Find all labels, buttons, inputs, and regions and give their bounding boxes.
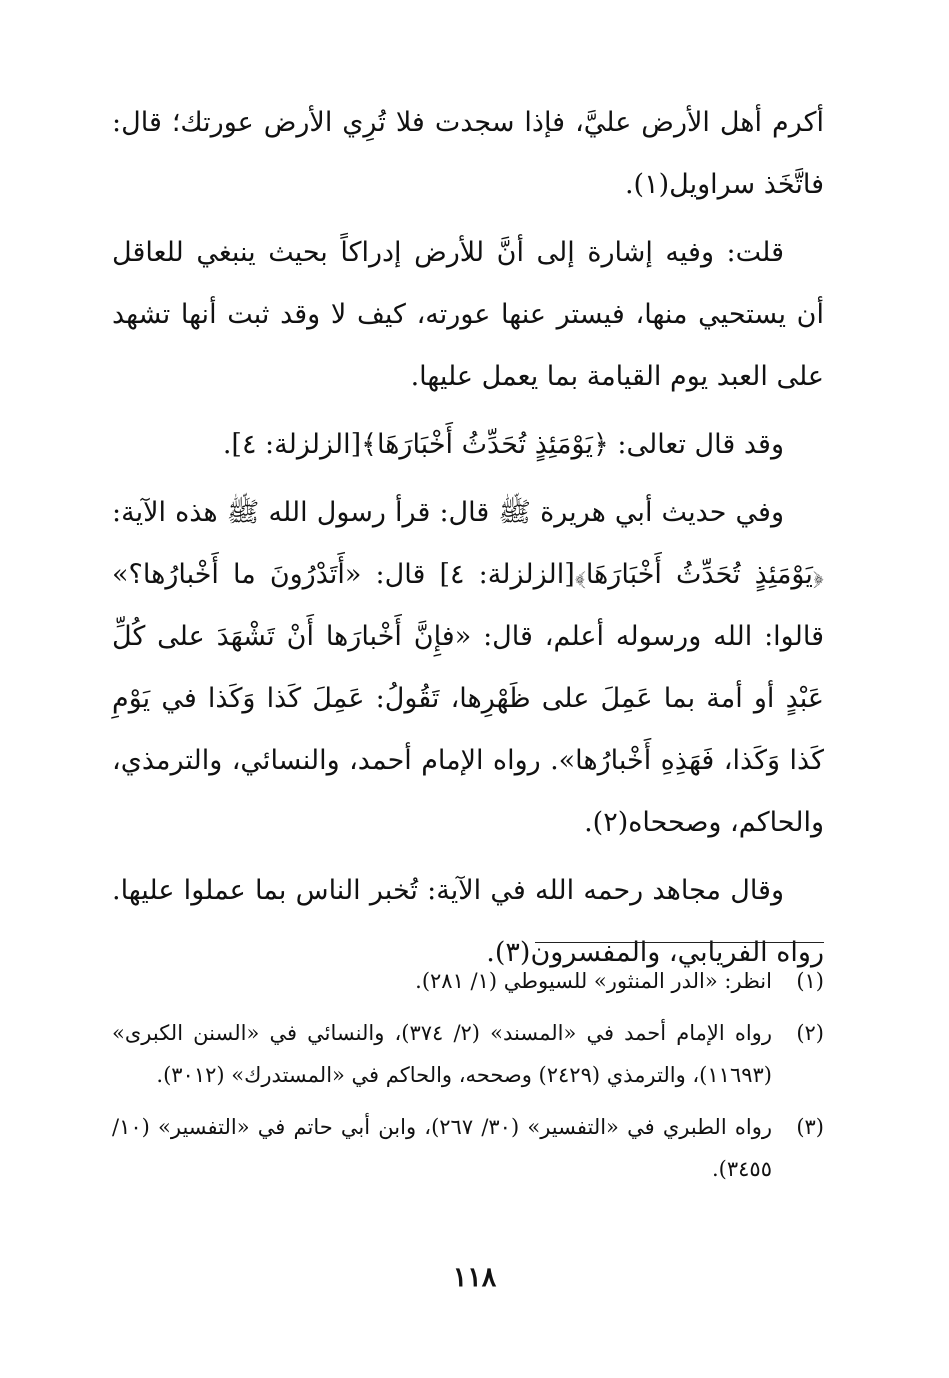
footnote-text: انظر: «الدر المنثور» للسيوطي (١/ ٢٨١). xyxy=(415,969,772,993)
footnotes xyxy=(112,960,824,1200)
footnote-number: (٢) xyxy=(796,1021,824,1045)
paragraph-2: قلت: وفيه إشارة إلى أنَّ للأرض إدراكاً بحيث ينبغي للعاقل أن يستحيي منها، فيستر عنها عورته، كيف لا وقد ثبت أنها تشهد على العبد يوم القيامة بما يعمل عليها. xyxy=(112,237,824,392)
footnote-number: (٣) xyxy=(796,1115,824,1139)
paragraph-3-quran-verse: وقد قال تعالى: ﴿يَوْمَئِذٍ تُحَدِّثُ أَخْبَارَهَا﴾[الزلزلة: ٤]. xyxy=(222,429,784,460)
page-number: ١١٨ xyxy=(452,1262,497,1293)
footnote-2 xyxy=(112,1012,824,1096)
paragraph-1: أكرم أهل الأرض عليَّ، فإذا سجدت فلا تُرِي الأرض عورتك؛ قال: فاتَّخَذ سراويل(١). xyxy=(112,107,824,200)
footnote-text: رواه الطبري في «التفسير» (٣٠/ ٢٦٧)، وابن أبي حاتم في «التفسير» (١٠/ ٣٤٥٥). xyxy=(112,1115,772,1181)
footnote-number: (١) xyxy=(796,969,824,993)
page-body xyxy=(112,92,824,990)
footnote-1 xyxy=(112,960,824,1002)
footnote-text: رواه الإمام أحمد في «المسند» (٢/ ٣٧٤)، والنسائي في «السنن الكبرى» (١١٦٩٣)، والترمذي (٢٤٢٩) وصححه، والحاكم في «المستدرك» (٣٠١٢). xyxy=(112,1021,772,1087)
footnote-divider xyxy=(535,942,824,943)
footnote-3 xyxy=(112,1106,824,1190)
paragraph-5: وقال مجاهد رحمه الله في الآية: تُخبر الناس بما عملوا عليها. رواه الفريابي، والمفسرون(٣). xyxy=(112,875,824,968)
paragraph-4-hadith: وفي حديث أبي هريرة ﷺ قال: قرأ رسول الله ﷺ هذه الآية: ﴿يَوْمَئِذٍ تُحَدِّثُ أَخْبَارَهَا﴾[الزلزلة: ٤] قال: «أَتَدْرُونَ ما أَخْبارُها؟» قالوا: الله ورسوله أعلم، قال: «فإِنَّ أَخْبارَها أَنْ تَشْهَدَ على كُلِّ عَبْدٍ أو أمة بما عَمِلَ على ظَهْرِها، تَقُولُ: عَمِلَ كَذا وَكَذا في يَوْمِ كَذا وَكَذا، فَهَذِهِ أَخْبارُها». رواه الإمام أحمد، والنسائي، والترمذي، والحاكم، وصححاه(٢). xyxy=(112,497,824,838)
